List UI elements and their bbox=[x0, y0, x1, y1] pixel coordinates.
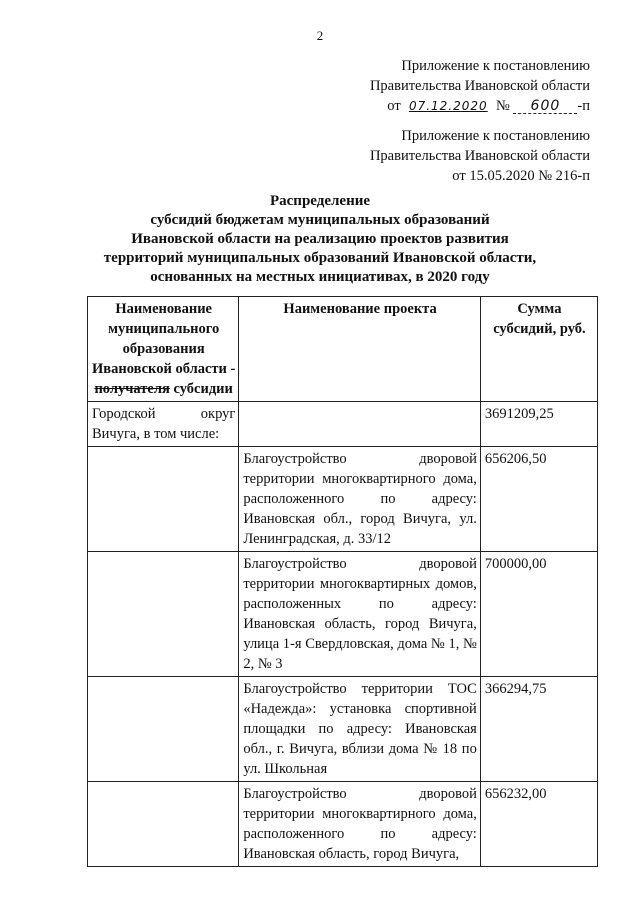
handwritten-date: 07.12.2020 bbox=[408, 99, 488, 113]
cell-municipality bbox=[88, 552, 239, 677]
header-municipality bbox=[88, 297, 239, 402]
table-header-row bbox=[88, 297, 598, 402]
cell-municipality bbox=[88, 782, 239, 867]
appendix-current-line1: Приложение к постановлению bbox=[401, 58, 590, 74]
title-line: основанных на местных инициативах, в 2020 году bbox=[150, 269, 490, 285]
appendix-original-line3: от 15.05.2020 № 216-п bbox=[452, 168, 590, 184]
appendix-original-line1: Приложение к постановлению bbox=[401, 128, 590, 144]
cell-project: Благоустройство дворовой территории многоквартирного дома, расположенного по адресу: Ивановская обл., город Вичуга, ул. Ленинградская, д. 33/12 bbox=[239, 447, 481, 552]
cell-project: Благоустройство дворовой территории многоквартирных домов, расположенных по адресу: Ивановская область, город Вичуга, улица 1-я Свердловская, дома № 1, № 2, № 3 bbox=[239, 552, 481, 677]
cell-sum: 366294,75 bbox=[480, 677, 597, 782]
document-title bbox=[60, 192, 580, 287]
header-municipality-text-end: субсидии bbox=[173, 381, 233, 397]
page-number: 2 bbox=[316, 28, 324, 43]
cell-municipality bbox=[88, 677, 239, 782]
appendix-original-line2: Правительства Ивановской области bbox=[369, 148, 590, 164]
date-prefix: от bbox=[387, 98, 401, 114]
table-row bbox=[88, 447, 598, 552]
cell-sum: 3691209,25 bbox=[480, 402, 597, 447]
number-suffix: -п bbox=[577, 98, 590, 114]
title-line: территорий муниципальных образований Ивановской области, bbox=[103, 250, 537, 266]
cell-project: Благоустройство дворовой территории многоквартирного дома, расположенного по адресу: Ивановская область, город Вичуга, bbox=[239, 782, 481, 867]
appendix-original-header bbox=[370, 126, 590, 186]
cell-municipality: Городской округ Вичуга, в том числе: bbox=[88, 402, 239, 447]
subsidies-table bbox=[87, 296, 598, 867]
header-sum: Сумма субсидий, руб. bbox=[480, 297, 597, 402]
header-municipality-struck-word: получателя bbox=[94, 381, 170, 397]
table-row bbox=[88, 402, 598, 447]
table-row bbox=[88, 552, 598, 677]
title-line: Ивановской области на реализацию проектов развития bbox=[131, 231, 509, 247]
appendix-current-header bbox=[370, 56, 590, 116]
cell-sum: 656206,50 bbox=[480, 447, 597, 552]
header-project: Наименование проекта bbox=[239, 297, 481, 402]
cell-sum: 700000,00 bbox=[480, 552, 597, 677]
cell-sum: 656232,00 bbox=[480, 782, 597, 867]
appendix-current-line2: Правительства Ивановской области bbox=[369, 78, 590, 94]
number-sign: № bbox=[495, 98, 510, 114]
table-row bbox=[88, 677, 598, 782]
handwritten-number: 600 bbox=[513, 99, 577, 114]
appendix-current-line3 bbox=[370, 96, 590, 116]
title-line: Распределение bbox=[269, 193, 371, 209]
header-municipality-text: Наименование муниципального образования Ивановской области - bbox=[92, 301, 236, 377]
cell-municipality bbox=[88, 447, 239, 552]
cell-project bbox=[239, 402, 481, 447]
cell-project: Благоустройство территории ТОС «Надежда»: установка спортивной площадки по адресу: Ивановская обл., г. Вичуга, вблизи дома № 18 по ул. Школьная bbox=[239, 677, 481, 782]
title-line: субсидий бюджетам муниципальных образований bbox=[150, 212, 490, 228]
table-row bbox=[88, 782, 598, 867]
